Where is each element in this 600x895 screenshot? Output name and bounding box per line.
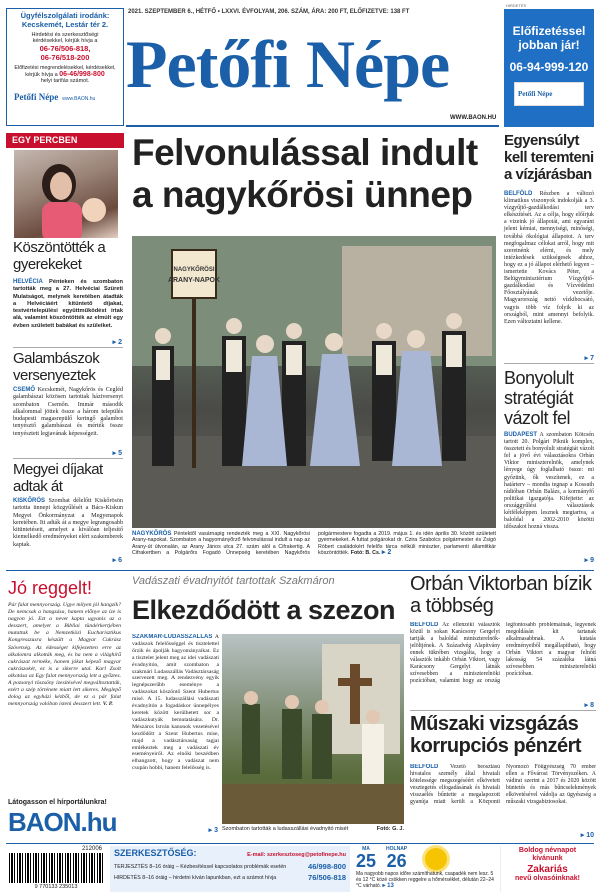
main-headline: Felvonulással indult a nagykőrösi ünnep: [132, 132, 478, 215]
br-story2-headline: Műszaki vizsgázás korrupciós pénzért: [410, 713, 582, 757]
story-lead: HELVÉCIA: [13, 279, 43, 285]
divider: [410, 710, 596, 711]
center-headline: Elkezdődött a szezon: [132, 595, 396, 625]
main-photo: [132, 236, 496, 528]
promo-logo: [10, 87, 120, 105]
portrait-figure-icon: [14, 150, 118, 238]
left-story1-body: [13, 279, 123, 330]
barcode-bars: [9, 853, 103, 883]
weather-tomorrow-temp: 26: [386, 851, 407, 871]
center-body: [132, 634, 219, 829]
promo-logo-url: www.BAON.hu: [62, 96, 96, 102]
photo-credit: Fotó: B. Cs.: [350, 549, 381, 556]
section-badge: EGY PERCBEN: [6, 133, 124, 148]
page-number: 2: [387, 548, 392, 556]
br-story1-headline: Orbán Viktorban bízik a többség: [410, 573, 592, 617]
sign-line1: NAGYKŐRÖSI: [173, 267, 215, 273]
promo-right-box: [504, 9, 594, 127]
right-story1-headline: Egyensúlyt kell teremteni a vízjárásban: [504, 132, 594, 183]
promo-line: kérdésekkel, kérjük hívja a: [32, 38, 98, 44]
page-ref[interactable]: ▸ 10: [580, 832, 594, 839]
story-lead: BELFÖLD: [504, 191, 533, 197]
photo-credit: Fotó: G. J.: [376, 826, 404, 832]
promo-line-phone: [10, 71, 120, 78]
sign-line2: ARANY-NAPOK: [167, 277, 221, 284]
footer-rule: [6, 843, 594, 844]
signature: V. P.: [102, 701, 113, 708]
right-story2-headline: Bonyolult stratégiát vázolt fel: [504, 368, 574, 428]
portal-promo: Látogasson el hírportálunkra!: [8, 799, 107, 806]
story-lead: CSEMŐ: [13, 387, 36, 393]
nameday-box: [500, 846, 594, 892]
story-text: Vezető beosztású hivatalos személy által hivatali kötelessége megszegéséért elkövetett vesztegetés elfogadásának és hivatali visszaélés bűntette a megalapozott gyanúja miatt került a Központi Nyomozó Főügyészség 70 ember ellen a Fővárosi Törvényszéken. A vádirat szerint a 2017 és 2020 között büntetés és más bűncselekmények elkövetésével vádolja az ügyészség a műszaki vizsgabiztosokat.: [410, 764, 596, 805]
page-number: 3: [214, 827, 218, 834]
page-ref[interactable]: ▸ 13: [382, 882, 394, 889]
page-ref[interactable]: ▸ 9: [584, 557, 594, 564]
story-text: A szombaton Kötcsén tartott 20. Polgári Piknik komplex, összetett és bonyolult stratégiát vázolt fel a jövő évi választásokra Orbán Viktor miniszterelnök, amelynek lényege úgy foglalható össze: mi győzünk, ők veszítenek, ez a határterv – mondta tegnap a Kossuth rádióban Orbán Balázs, a kormányfő politikai igazgatója. Kifejtette: az országgyűlési választások kétféleképpen lesznek megtartva, a baloldal a 2002-2010 közötti időszakot hozná vissza.: [504, 432, 594, 531]
barcode: [6, 846, 106, 892]
jo-reggelt-body: [8, 602, 121, 708]
right-story2-body: [504, 432, 594, 531]
page-number: 10: [586, 832, 594, 839]
promo-left-box: [6, 8, 124, 126]
left-story1-headline: Köszöntötték a gyerekeket: [13, 239, 106, 273]
footer-line: [110, 873, 350, 882]
page-ref[interactable]: ▸ 2: [112, 339, 122, 346]
page-ref[interactable]: ▸ 2: [381, 548, 392, 556]
editor-email[interactable]: E-mail: szerkesztoseg@petofinepe.hu: [247, 852, 346, 858]
promo-right-line1: Előfizetéssel: [512, 24, 586, 38]
newspaper-stack-image: [514, 82, 584, 106]
promo-right-logo: Petőfi Népe: [518, 90, 553, 98]
divider: [504, 363, 594, 364]
page-number: 2: [118, 339, 122, 346]
story-text: Az ellenzéki választók közül is sokan Karácsony Gergelyt tartják a baloldal miniszterelnök-jelöltjének. A Századvég Alapítvány ennek tükrében vizsgálta, hogy a választók inkább Orbán Viktort, vagy Karácsony Gergelyt látnák szívesebben a miniszterelnöki pozícióban, valamint hogy az ország legfontosabb problémáinak, legyenek megoldásán kit tartanak alkalmasabbnak. A kutatás eredményeiből megállapítható, hogy Orbán Viktort a magyar felnőtt lakosság 54 százaléka látná szívesebben miniszterelnöki pozícióban.: [410, 622, 596, 684]
page-number: 13: [387, 882, 394, 889]
promo-line: helyi tarifás számot.: [40, 78, 90, 84]
center-kicker: Vadászati évadnyitót tartottak Szakmáron: [132, 575, 335, 587]
story-text: Kecskemét, Nagykőrös és Cegléd galambászai közösen tartottak háziversenyt szombaton Csemőn. Immár második alkalommal jöttek össze a három település budapesti magasrepülő keringő galambot tenyésztő galambászai és mérték össze tenyésztett legjavának képességeit.: [13, 387, 123, 437]
promo-right-line2: jobban jár!: [518, 38, 580, 52]
divider: [13, 347, 123, 348]
page-ref[interactable]: ▸ 3: [208, 827, 218, 834]
story-text: A vadászok felelősséggel és tisztelettel őrzik és ápolják hagyományaikat. Ez a tisztelet jelent meg az idei vadászati évadnyitón, amit szombaton a szakmári Ludasszállás Vadásztársaság szervezett meg. A rendezvény egyik legnépszerűbb eseménye a vadászokat köszöntő Szent Hubertus misé. A 15. ludasszállási vadászati évadnyitón a fogadáskor ünnepélyes keretek között kerülhetett sor a vadászkutyák bemutatására.: [132, 634, 219, 723]
nameday-name: Zakariás: [527, 864, 568, 875]
page-ref[interactable]: ▸ 7: [584, 355, 594, 362]
promo-logo-text: Petőfi Népe: [14, 92, 59, 102]
weather-forecast: Ma nagyobb napos időre számíthatunk, csapadék nem lesz. 5 és 12 °C közé csökken reggelre a hőmérséklet, délután 22–24 °C várható.: [356, 871, 494, 889]
sun-icon: [425, 848, 447, 870]
story-text: Dr. Mészáros István kanonok vezetésével kezdődött a Szent Hubertus mise, majd a vadásztársaság tagjai emlékeztek meg a vadászati év eseményeiről. Az elnöki beszédben elhangzott, hogy a vadászat nem csupán hobbi, hanem felelősség is.: [132, 716, 219, 772]
left-story2-headline: Galambászok versenyeztek: [13, 350, 100, 384]
br-story2-body: [410, 764, 596, 832]
footer-text: TERJESZTÉS 8–16 óráig – Kézbesítéssel kapcsolatos problémák esetén: [114, 863, 287, 870]
divider: [13, 458, 123, 459]
parade-scene: [132, 236, 496, 528]
story-text: Részben a változó klimatikus viszonyok indokolják a 3. vízgyűjtő-gazdálkodási terv elkészítését. Az a célja, hogy előírjuk a vizeink jó állapotát, ami egyaránt jelent kémiai, mennyiségi, minőségi, továbbá ökológiai állapotot. A terv megfogalmaz célokat arról, hogy mit szeretnénk elérni, és mely intézkedések szükségesek ahhoz, hogy ez a jó állapot elérhető legyen – ismertette Kovács Péter, a Belügyminisztérium Vízgyűjtő-gazdálkodási és Vízvédelmi Főosztályának vezetője. Magyarország nettó vízkibocsátó, vagyis több víz folyik ki az országból, mint amennyi befolyik. Ezen változtatni kellene.: [504, 191, 594, 325]
story-lead: SZAKMÁR-LUDASSZÁLLÁS: [132, 634, 213, 640]
promo-phone: 06-46/998-800: [59, 71, 105, 78]
barcode-addon: 212006: [81, 846, 102, 852]
story-text: Szombat délelőtt Kiskőrösön tartotta ünnepi közgyűlését a Bács-Kiskun Megyei Önkormányzat a Megyenapok keretében. Itt adták át a megye legrangosabb kitüntetéseit, amelyet a kiválóan teljesítő kiemelkedő eredményeket elért szakemberek kaptak.: [13, 498, 124, 548]
promo-line: Hirdetési és szerkesztőségi: [31, 32, 99, 38]
br-story1-body: [410, 622, 596, 708]
promo-phone: 06-76/518-200: [40, 53, 90, 62]
caption-text: Péntektől vasárnapig rendezték meg a XXI. Nagykőrösi Arany-napokat. Szombaton a hagyományőrző felvonulással indult a nap az Arany-út útvonalán, az Arany János utca 27. szám alól a Cifrakertig. A Cifrakertben a Polgárőrs Fogadó Ünnepség keretében Nagykőrös polgármestere fogadta a 2019. május 1. és idén április 30. között született gyermekeket. A futtat polgárokat dr. Czira Szabolcs polgármester és Zsigó Róbert családokért felelős tárca nélküli miniszter, parlamenti államtitkár köszöntötték.: [132, 531, 496, 556]
date-line: 2021. SZEPTEMBER 6., HÉTFŐ • LXXVI. ÉVFOLYAM, 206. SZÁM, ÁRA: 200 FT, ELŐFIZETVE: 138 FT: [128, 9, 410, 15]
main-caption: [132, 531, 496, 556]
left-story2-body: [13, 387, 123, 438]
ad-label: HIRDETÉS: [506, 3, 527, 8]
page-ref[interactable]: ▸ 6: [112, 557, 122, 564]
hunting-photo: [222, 634, 404, 824]
page-number: 7: [590, 355, 594, 362]
left-story3-headline: Megyei díjakat adtak át: [13, 461, 103, 495]
promo-phone: 06-76/506-818,: [39, 44, 91, 53]
story-lead: KISKŐRÖS: [13, 498, 46, 504]
weather-box: [356, 846, 498, 892]
photo-caption: Szombaton tartották a ludasszállási évadnyitó misét: [222, 826, 349, 832]
page-number: 5: [118, 450, 122, 457]
story-lead: BUDAPEST: [504, 432, 538, 438]
weather-today: [356, 846, 376, 870]
masthead-rule: [126, 125, 499, 127]
story-lead: BELFÖLD: [410, 622, 439, 628]
weather-today-label: MA: [362, 846, 370, 852]
column-text: Pár falat mennyország. Ugye milyen jól hangzik? De nemcsak a hangzása, hanem előnye az íze is nagyon jó. Ezt a nevet kapta ugyanis az a desszert, amelyet a Bibliai tündérkertjében mutattak be a Nemzetközi Eucharisztikus Kongresszusra készült a Magyar Cukrász Szövetség. Az édességet kifejezetten erre az alkalomra alkották meg, és ha nem a világhírű cukrászat terméke, hanem jókat képező magyar cukrászokét, ez is a sikerre utal. Karl Zsolt alkotása az Egy falat mennyország lett a győztes. A pozsonyi töszsöny ízesítésével megváltoztatták, ezért a szép története miatt lett sikeres. Meglepő dolog az egyházi kézből, de ez a pár falat mennyország valóban isteni desszert lett.: [8, 602, 121, 708]
weather-text: [356, 872, 498, 889]
section-rule: [6, 570, 594, 571]
masthead-url: WWW.BAON.HU: [450, 115, 497, 121]
promo-line: Előfizetési megrendelésekkel, kérdésekkel,: [14, 65, 116, 71]
editor-label: SZERKESZTŐSÉG:: [114, 848, 197, 858]
nameday-line: nevű olvasóinknak!: [515, 875, 580, 882]
promo-line: kérjük hívja a: [25, 72, 58, 78]
barcode-number: 9 770133 235013: [34, 884, 78, 890]
caption-lead: NAGYKŐRÖS: [132, 531, 172, 537]
baon-logo[interactable]: BAON.hu: [8, 807, 117, 837]
footer-text: HIRDETÉS 8–16 óráig – hirdetni kíván lapunkban, ezt a számot hívja: [114, 874, 277, 881]
portrait-photo: [14, 150, 118, 238]
promo-title: Ügyfélszolgálati irodánk: Kecskemét, Lestár tér 2.: [20, 11, 110, 29]
footer-line: [110, 860, 350, 873]
mass-scene: [222, 634, 404, 824]
page-ref[interactable]: ▸ 8: [584, 702, 594, 709]
jo-reggelt-headline: Jó reggelt!: [8, 578, 93, 598]
weather-tomorrow-label: HOLNAP: [386, 846, 408, 852]
promo-right-phone: 06-94-999-120: [509, 60, 589, 74]
story-text: Pénteken és szombaton tartották meg a 27. Helvéciai Szüreti Mulatságot, melynek keretében átadták a Helvéciáért kitüntető díjakat, testvértelepülési együttműködést írtak alá, valamint köszöntötték az elmúlt egy évben született babákat és szüleiket.: [13, 279, 124, 329]
page-ref[interactable]: ▸ 5: [112, 450, 122, 457]
left-story3-body: [13, 498, 123, 549]
page-number: 6: [118, 557, 122, 564]
weather-tomorrow: [386, 846, 407, 870]
nameday-label: Boldog névnapot kívánunk: [518, 847, 577, 862]
hunting-photo-caption: [222, 826, 404, 832]
page-number: 9: [590, 557, 594, 564]
page-number: 8: [590, 702, 594, 709]
story-lead: BELFÖLD: [410, 764, 439, 770]
editor-box: [110, 846, 350, 892]
weather-today-temp: 25: [356, 851, 377, 871]
footer-phone: 76/506-818: [308, 873, 346, 882]
right-story1-body: [504, 191, 594, 326]
masthead-title: Petőfi Népe: [126, 26, 450, 102]
footer-phone: 46/998-800: [308, 862, 346, 871]
